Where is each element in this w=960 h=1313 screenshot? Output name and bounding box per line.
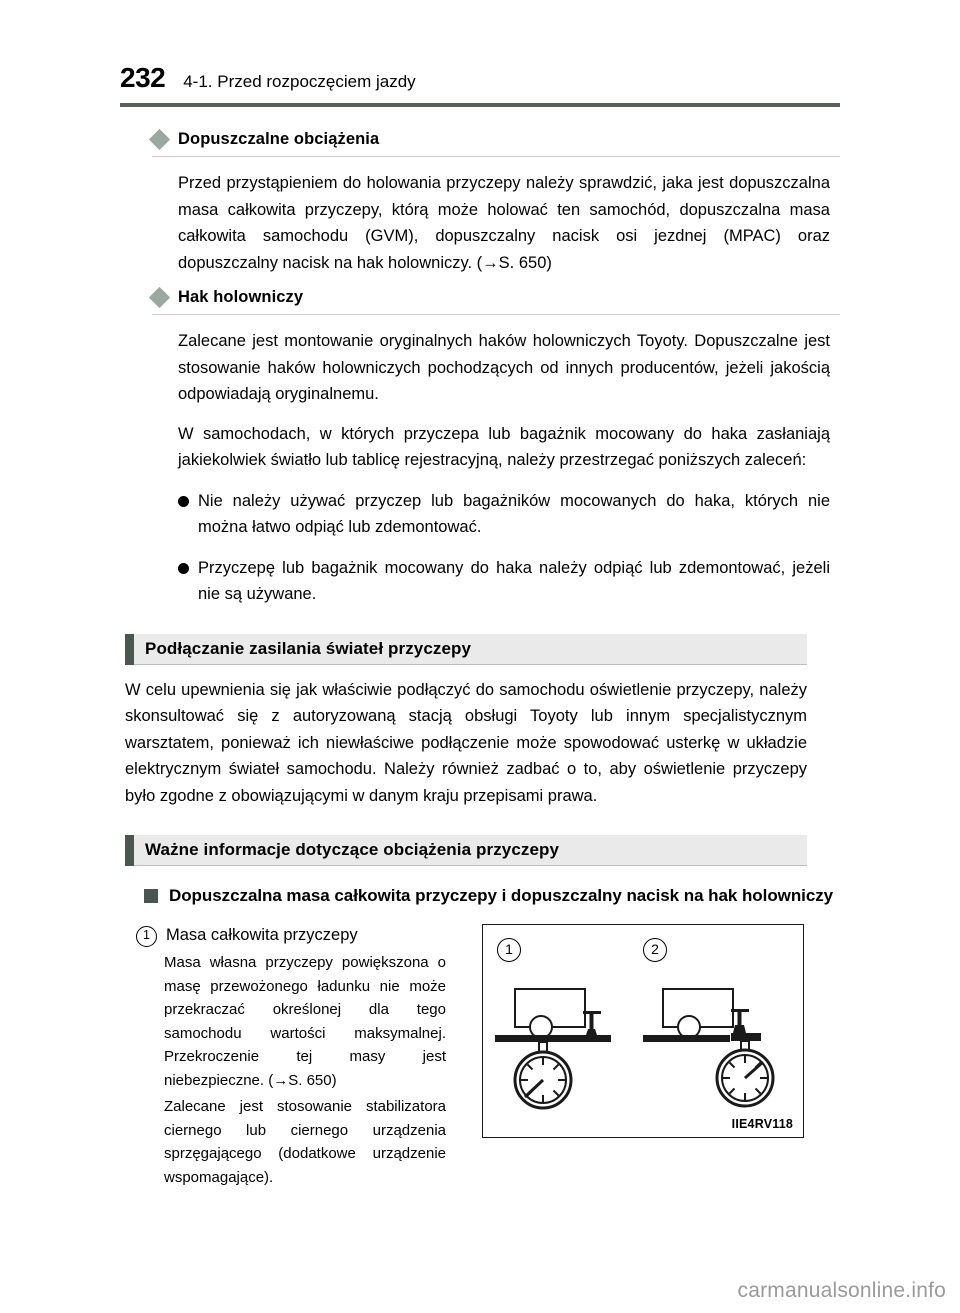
subsection-divider	[152, 314, 840, 315]
section-subheading	[144, 883, 834, 908]
bullet-dot-icon	[178, 563, 189, 574]
subsection-paragraph: W samochodach, w których przyczepa lub bagażnik mocowany do haka zasłaniają jakiekolwiek światło lub tablicę rejestracyjną, należy przestrzegać poniższych zaleceń:	[178, 424, 830, 469]
section-header-body	[134, 835, 807, 866]
diamond-bullet-icon	[149, 287, 170, 308]
square-bullet-icon	[144, 889, 158, 903]
subsection-heading-dopuszczalne-obciazenia	[152, 130, 840, 149]
figure-trailer-load-diagram	[482, 924, 804, 1138]
list-item-text: Nie należy używać przyczep lub bagażników mocowanych do haka, których nie można łatwo odpiąć lub zdemontować.	[198, 491, 830, 536]
left-text-column	[136, 922, 446, 1189]
subsection-paragraph: Zalecane jest montowanie oryginalnych haków holowniczych Toyoty. Dopuszczalne jest stosowanie haków holowniczych pochodzących od innych producentów, jeżeli jakością odpowiadają oryginalnemu.	[178, 332, 830, 403]
numbered-item-label: Masa całkowita przyczepy	[166, 926, 358, 944]
section-header-wazne-informacje	[125, 835, 807, 866]
section-title: Ważne informacje dotyczące obciążenia przyczepy	[145, 840, 560, 859]
subsection-heading-hak-holowniczy	[152, 288, 840, 307]
trailer-scene-left	[495, 989, 611, 1108]
figure-svg-content	[483, 925, 799, 1133]
figure-code-label: IIE4RV118	[731, 1117, 793, 1131]
subsection-paragraph: Przed przystąpieniem do holowania przyczepy należy sprawdzić, jaka jest dopuszczalna masa całkowita przyczepy, którą może holować ten samochód, dopuszczalna masa całkowita samochodu (GVM), dopuszczalny nacisk osi jezdnej (MPAC) oraz dopuszczalny nacisk na hak holowniczy. (→S. 650)	[178, 174, 830, 272]
list-item	[178, 555, 830, 608]
section-paragraph: W celu upewnienia się jak właściwie podłączyć do samochodu oświetlenie przyczepy, należy skonsultować się z autoryzowaną stacją obsługi Toyoty lub innym specjalistycznym warsztatem, ponieważ ich niewłaściwe podłączenie może spowodować usterkę w układzie elektrycznym świateł samochodu. Należy również zadbać o to, aby oświetlenie przyczepy było zgodne z obowiązującymi w danym kraju przepisami prawa.	[125, 680, 807, 805]
watermark: carmanualsonline.info	[737, 1279, 946, 1302]
page-header	[120, 62, 840, 94]
item-paragraph: Zalecane jest stosowanie stabilizatora ciernego lub ciernego urządzenia sprzęgającego (dodatkowe urządzenie wspomagające).	[164, 1098, 446, 1186]
subsection-divider	[152, 156, 840, 157]
section-header-podlaczanie-zasilania	[125, 634, 807, 665]
numbered-item	[136, 922, 446, 948]
diamond-bullet-icon	[149, 129, 170, 150]
section-accent-bar	[125, 634, 134, 665]
section-title: Podłączanie zasilania świateł przyczepy	[145, 638, 472, 658]
section-header-body	[134, 634, 807, 665]
subsection-heading-label: Dopuszczalne obciążenia	[178, 130, 380, 148]
bottom-columns	[120, 922, 840, 1222]
list-item	[178, 488, 830, 541]
subsection-heading-label: Hak holowniczy	[178, 288, 304, 306]
page-number: 232	[120, 62, 166, 93]
circled-number-1: 1	[136, 926, 157, 947]
list-item-text: Przyczepę lub bagażnik mocowany do haka należy odpiąć lub zdemontować, jeżeli nie są używane.	[198, 558, 830, 603]
section-subheading-label: Dopuszczalna masa całkowita przyczepy i dopuszczalny nacisk na hak holowniczy	[169, 886, 834, 905]
bullet-dot-icon	[178, 496, 189, 507]
header-section-title: 4-1. Przed rozpoczęciem jazdy	[183, 72, 416, 91]
section-accent-bar	[125, 835, 134, 866]
figure-callout-1: 1	[497, 938, 521, 962]
header-divider	[120, 103, 840, 107]
page-content	[120, 118, 840, 1222]
trailer-scene-right	[643, 989, 773, 1106]
item-paragraph: Masa własna przyczepy powiększona o masę przewożonego ładunku nie może przekraczać określonej dla tego samochodu wartości maksymalnej. Przekroczenie tej masy jest niebezpieczne. (→S. 650)	[164, 954, 446, 1089]
figure-callout-2: 2	[643, 938, 667, 962]
